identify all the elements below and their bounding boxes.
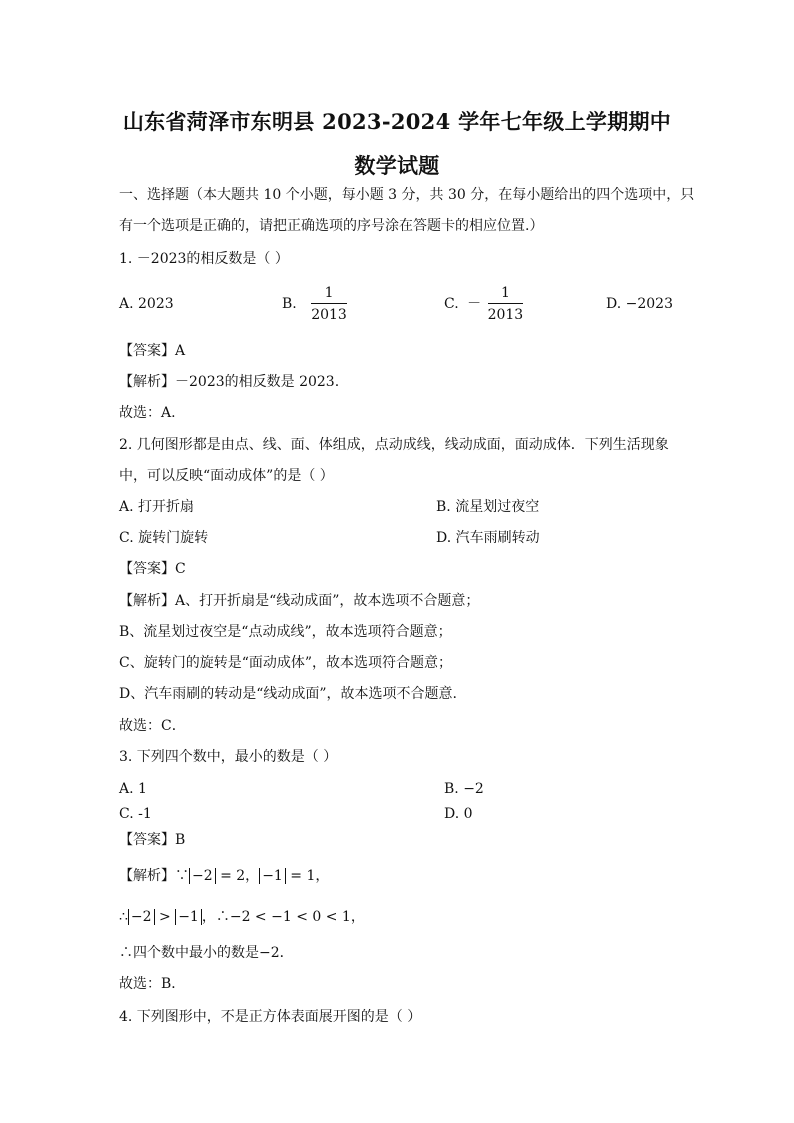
q2-answer: 【答案】C bbox=[119, 561, 186, 577]
q1-option-c-denominator: 2013 bbox=[487, 307, 524, 323]
q1-conclusion: 故选：A. bbox=[119, 405, 176, 421]
q1-option-b-label: B. bbox=[282, 296, 297, 312]
q1-answer: 【答案】A bbox=[119, 343, 186, 359]
q3-abs-neg2: −2 bbox=[189, 868, 216, 884]
q2-option-d: D. 汽车雨刷转动 bbox=[436, 530, 540, 546]
q3-answer: 【答案】B bbox=[119, 832, 186, 848]
q1-analysis: 【解析】－2023的相反数是 2023. bbox=[119, 374, 340, 390]
q1-stem: 1. －2023的相反数是（ ） bbox=[119, 251, 289, 267]
q3-option-a: A. 1 bbox=[119, 781, 147, 797]
q3-compare-abs-neg2: −2 bbox=[128, 909, 155, 925]
q3-option-b: B. −2 bbox=[444, 781, 484, 797]
q3-analysis-line-3: ∴四个数中最小的数是−2． bbox=[119, 945, 294, 961]
q3-option-c: C. -1 bbox=[119, 806, 152, 822]
q1-option-b-numerator: 1 bbox=[311, 286, 347, 304]
q3-abs-neg1-result: = 1， bbox=[285, 868, 330, 884]
document-title-line-1: 山东省菏泽市东明县 2023-2024 学年七年级上学期期中 bbox=[122, 109, 672, 134]
q1-option-c-fraction bbox=[488, 286, 524, 322]
section-instructions-line-1: 一、选择题（本大题共 10 个小题，每小题 3 分，共 30 分，在每小题给出的四个选项中，只 bbox=[119, 187, 695, 203]
q3-compare-abs-neg1: −1 bbox=[175, 909, 202, 925]
q1-option-b-fraction bbox=[311, 286, 347, 322]
q1-option-a: A. 2023 bbox=[119, 296, 174, 312]
q3-greater-than: > bbox=[154, 909, 176, 925]
section-instructions-line-2: 有一个选项是正确的，请把正确选项的序号涂在答题卡的相应位置.） bbox=[119, 218, 544, 234]
q3-abs-neg1: −1 bbox=[259, 868, 286, 884]
q3-stem: 3. 下列四个数中，最小的数是（ ） bbox=[119, 749, 338, 765]
q2-stem-line-2: 中，可以反映“面动成体”的是（ ） bbox=[119, 468, 334, 484]
q2-analysis-line-2: B、流星划过夜空是“点动成线”，故本选项符合题意； bbox=[119, 624, 452, 640]
q3-conclusion: 故选：B． bbox=[119, 976, 186, 992]
q3-analysis-line-1 bbox=[119, 868, 329, 884]
q1-option-b-denominator: 2013 bbox=[311, 307, 347, 323]
q2-analysis-line-4: D、汽车雨刷的转动是“线动成面”，故本选项不合题意. bbox=[119, 686, 457, 702]
q3-ordering: ，∴−2 < −1 < 0 < 1， bbox=[201, 909, 365, 925]
q3-analysis-prefix: 【解析】∵ bbox=[119, 868, 189, 884]
q4-stem: 4. 下列图形中，不是正方体表面展开图的是（ ） bbox=[119, 1009, 422, 1025]
q2-option-a: A. 打开折扇 bbox=[119, 499, 195, 515]
q2-conclusion: 故选：C． bbox=[119, 718, 186, 734]
q3-option-d: D. 0 bbox=[444, 806, 473, 822]
document-title-line-2: 数学试题 bbox=[354, 153, 440, 178]
q3-abs-neg2-result: = 2， bbox=[215, 868, 260, 884]
q1-option-d: D. −2023 bbox=[606, 296, 673, 312]
q1-option-c-label: C. bbox=[444, 296, 459, 312]
q3-therefore-symbol: ∴ bbox=[119, 909, 128, 925]
q1-option-c-sign: － bbox=[467, 296, 482, 312]
q2-option-b: B. 流星划过夜空 bbox=[436, 499, 540, 515]
q2-option-c: C. 旋转门旋转 bbox=[119, 530, 209, 546]
q2-analysis-line-3: C、旋转门的旋转是“面动成体”，故本选项符合题意； bbox=[119, 655, 453, 671]
q1-option-c-numerator: 1 bbox=[488, 286, 524, 304]
q2-stem-line-1: 2. 几何图形都是由点、线、面、体组成，点动成线，线动成面，面动成体．下列生活现象 bbox=[119, 437, 669, 453]
q1-option-b bbox=[282, 285, 347, 323]
q3-analysis-line-2 bbox=[119, 909, 365, 925]
q1-option-c bbox=[444, 285, 523, 323]
q2-analysis-line-1: 【解析】A、打开折扇是“线动成面”，故本选项不合题意； bbox=[119, 593, 480, 609]
